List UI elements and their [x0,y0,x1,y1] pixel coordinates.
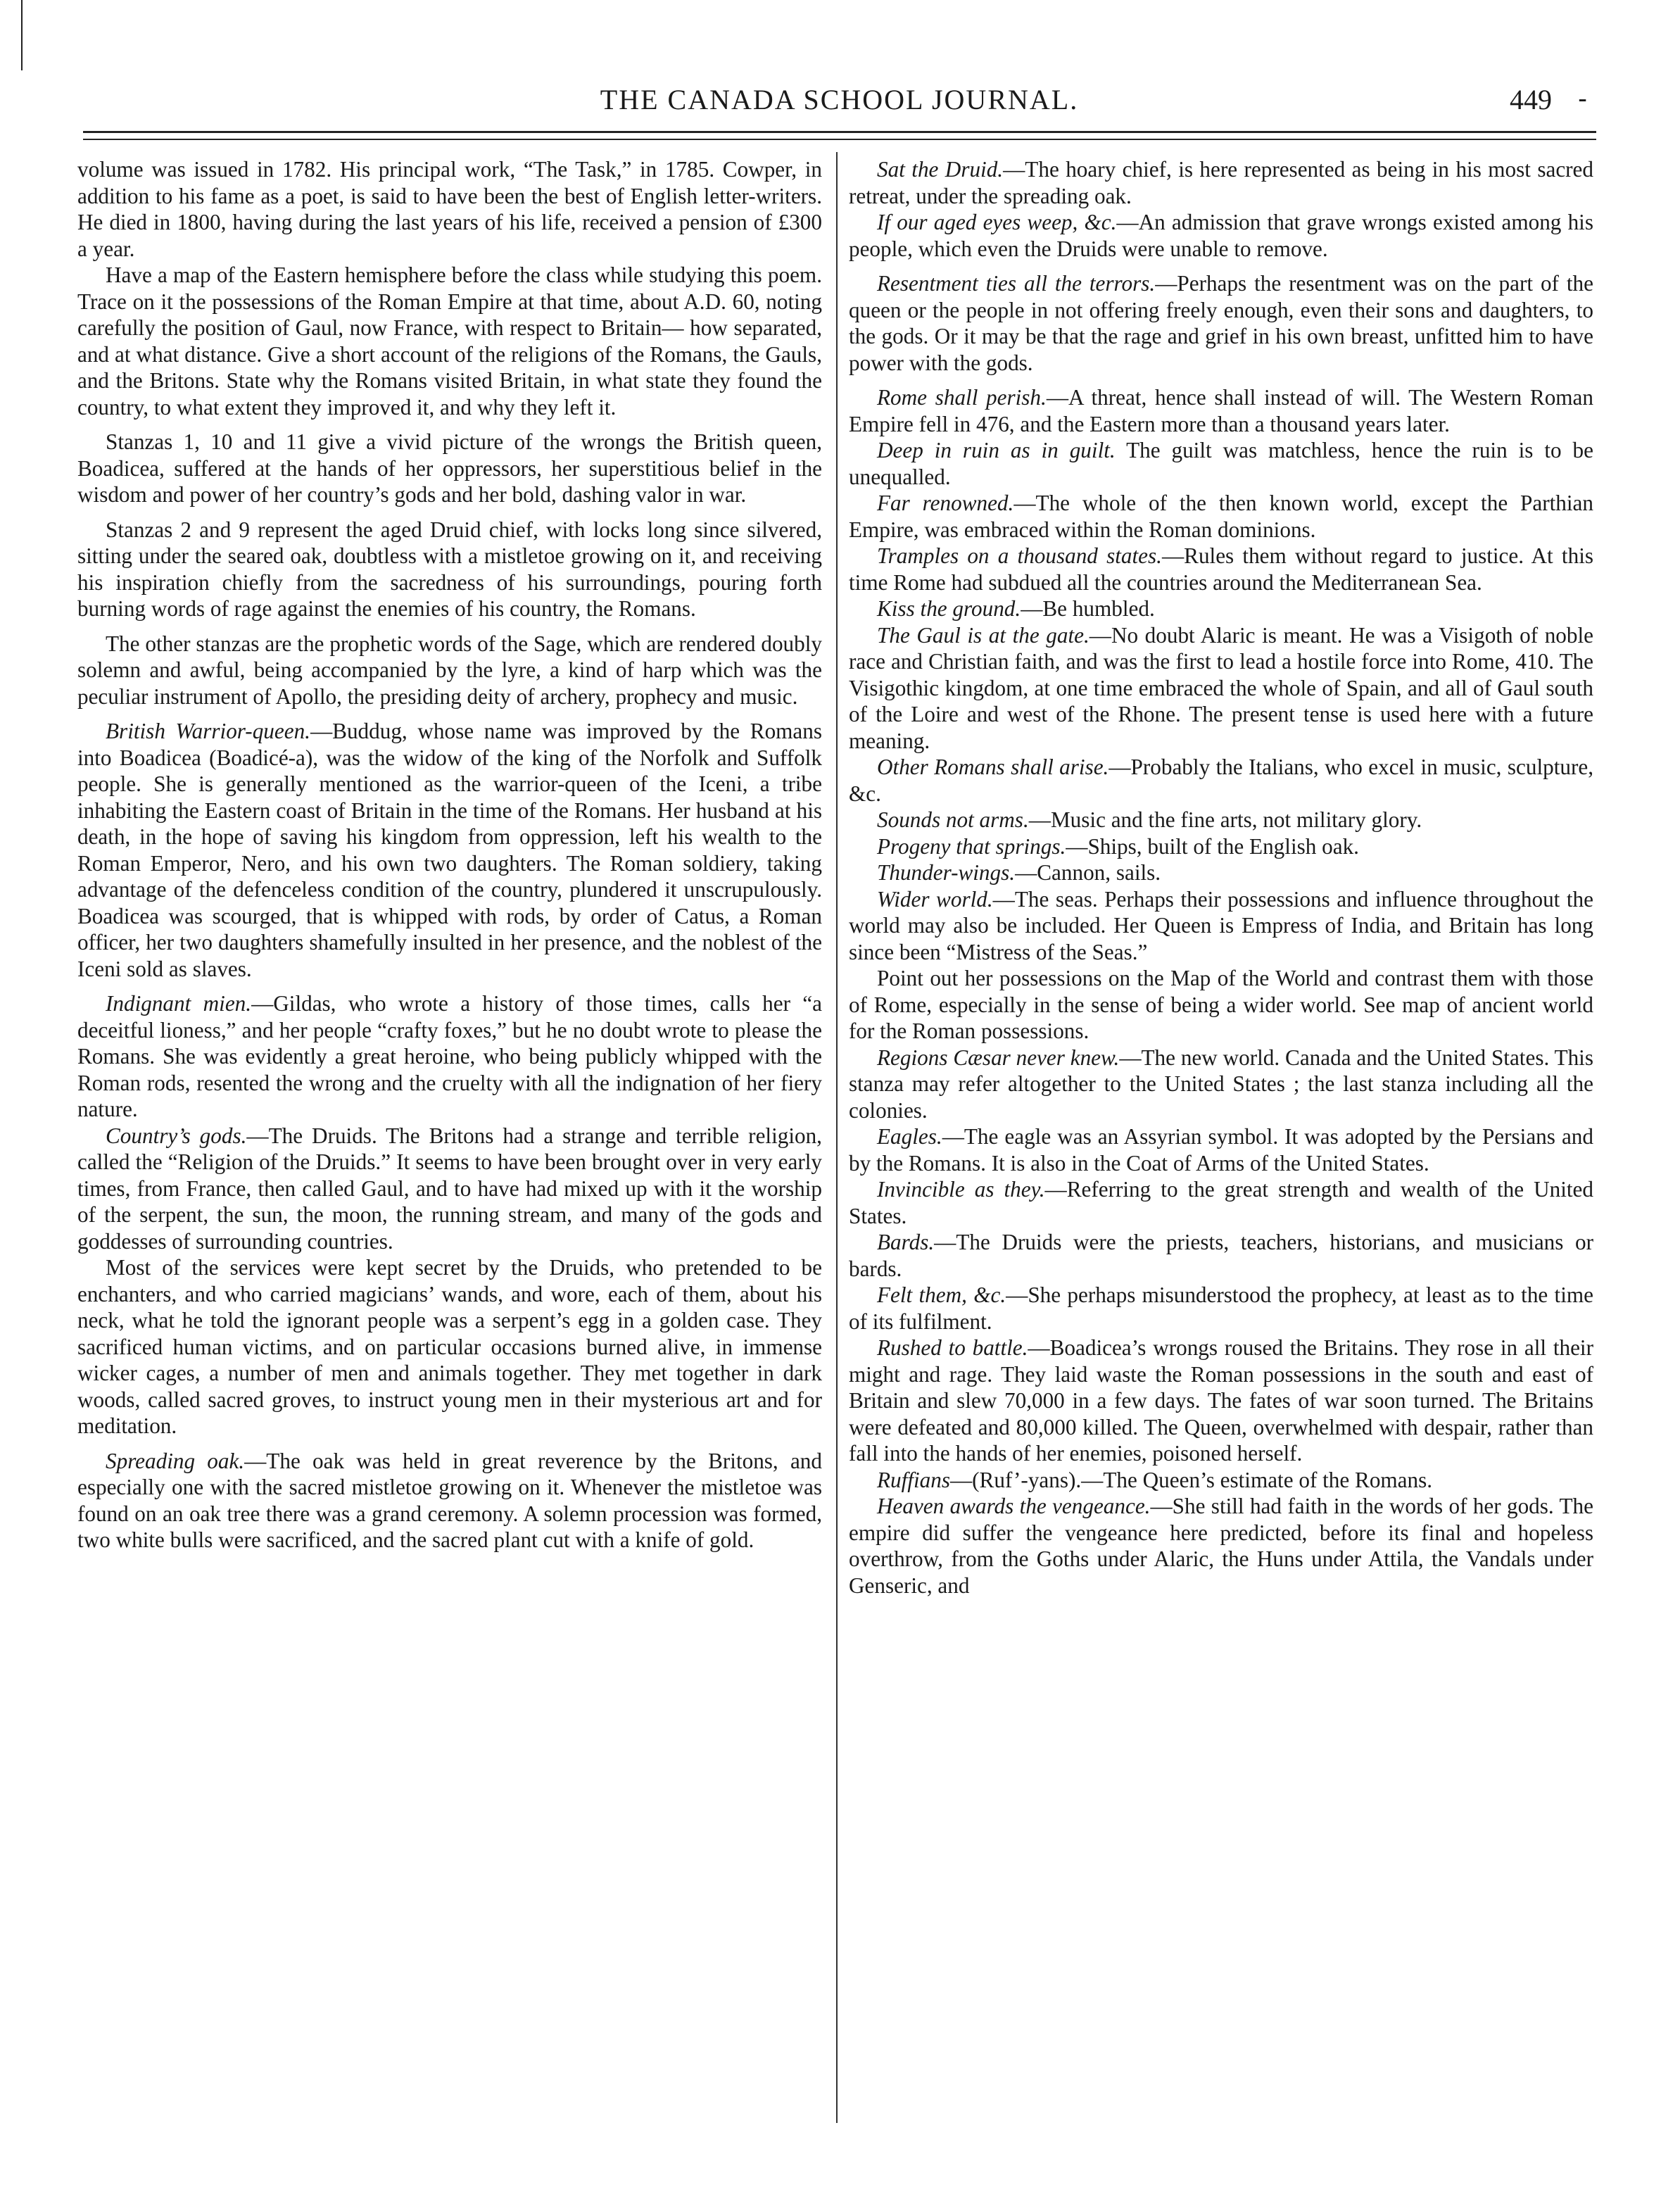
paragraph-term: Progeny that springs. [877,833,1066,859]
paragraph-text: —The hoary chief, is here represented as being in his most sacred retreat, under the spreading oak. [849,157,1593,208]
page-edge-rule [21,0,23,70]
paragraph-term: The Gaul is at the gate. [877,622,1090,648]
paragraph [849,1493,1593,1599]
paragraph [77,156,822,262]
paragraph-term: Invincible as they. [877,1177,1045,1202]
paragraph-text: —(Ruf’-yans).—The Queen’s estimate of the Romans. [949,1467,1433,1492]
paragraph-term: Spreading oak. [106,1448,245,1473]
paragraph-term: Kiss the ground. [877,596,1021,621]
paragraph [849,833,1593,860]
paragraph-text: —The oak was held in great reverence by the Britons, and especially one with the sacred mistletoe growing on it. Whenever the mistletoe was found on an oak tree there was a grand ceremony. A solemn procession was formed, two white bulls were sacrificed, and the sacred plant cut with a knife of gold. [77,1448,822,1552]
paragraph-term: British Warrior-queen. [106,719,310,743]
paragraph-term: Country’s gods. [106,1123,247,1148]
paragraph-text: —Buddug, whose name was improved by the Romans into Boadicea (Boadicé-a), was the widow of the king of the Norfolk and Suffolk people. She is generally mentioned as the warrior-queen of the Iceni, a tribe inhabiting the Eastern coast of Britain in the time of the Romans. Her husband at his death, in the hope of saving his kingdom from oppression, left his wealth to the Roman Emperor, Nero, and his own two daughters. The Roman soldiery, taking advantage of the defenceless condition of the country, plundered it unscrupulously. Boadicea was scourged, that is whipped with rods, by order of Catus, a Roman officer, her two daughters shamefully insulted in her presence, and the noblest of the Iceni sold as slaves. [77,719,822,981]
paragraph [77,1123,822,1255]
paragraph-text: —Perhaps the resentment was on the part of the queen or the people in not offering freely enough, even their sons and daughters, to the gods. Or it may be that the rage and grief in his own breast, unfitted him to have power with the gods. [849,271,1593,375]
paragraph-text: The other stanzas are the prophetic words of the Sage, which are rendered doubly solemn and awful, being accompanied by the lyre, a kind of harp which was the peculiar instrument of Apollo, the presiding deity of archery, prophecy and music. [77,631,822,709]
paragraph [77,718,822,982]
paragraph-text: —No doubt Alaric is meant. He was a Visigoth of noble race and Christian faith, and was the first to lead a hostile force into Rome, 410. The Visigothic kingdom, at one time embraced the whole of Spain, and all of Gaul south of the Loire and west of the Rhone. The present tense is used here with a future meaning. [849,622,1593,753]
page-number: 449 [1510,84,1552,115]
paragraph-text: The guilt was matchless, hence the ruin is to be unequalled. [849,438,1593,489]
paragraph-text: —She still had faith in the words of her gods. The empire did suffer the vengeance here predicted, before its final and hopeless overthrow, from the Goths under Alaric, the Huns under Attila, the Vandals under Genseric, and [849,1494,1593,1598]
paragraph [77,1254,822,1439]
paragraph-text: —The Druids. The Britons had a strange and terrible religion, called the “Religion of the Druids.” It seems to have been brought over in very early times, from France, then called Gaul, and to have had mixed up with it the worship of the serpent, the sun, the moon, the running stream, and many of the gods and goddesses of surrounding countries. [77,1123,822,1254]
paragraph [849,1229,1593,1282]
paragraph-text: —Gildas, who wrote a history of those times, calls her “a deceitful lioness,” and her people “crafty foxes,” but he no doubt wrote to please the Romans. She was evidently a great heroine, who being publicly whipped with the Roman rods, resented the wrong and the cruelty with all the indignation of her fiery nature. [77,991,822,1121]
paragraph-text: —Cannon, sails. [1015,860,1161,885]
paragraph [77,1448,822,1554]
paragraph [849,1335,1593,1467]
paragraph-term: Heaven awards the vengeance. [877,1494,1151,1518]
paragraph-text: —She perhaps misunderstood the prophecy, at least as to the time of its fulfilment. [849,1283,1593,1334]
paragraph-term: Indignant mien. [106,991,252,1016]
header-rule-thick [83,131,1596,133]
paragraph-term: Other Romans shall arise. [877,755,1109,779]
paragraph [849,156,1593,209]
paragraph-term: Deep in ruin as in guilt. [877,438,1116,462]
paragraph-text: —Referring to the great strength and wealth of the United States. [849,1177,1593,1228]
paragraph [849,1176,1593,1229]
journal-title: THE CANADA SCHOOL JOURNAL. [600,84,1079,115]
paragraph [849,209,1593,262]
paragraph-term: Sounds not arms. [877,807,1029,832]
paragraph [849,384,1593,437]
paragraph [849,754,1593,807]
paragraph [849,270,1593,376]
paragraph-term: Resentment ties all the terrors. [877,271,1156,296]
page-mark: - [1578,83,1587,114]
paragraph-text: Stanzas 2 and 9 represent the aged Druid chief, with locks long since silvered, sitting under the seared oak, doubtless with a mistletoe growing on it, and receiving his inspiration chiefly from the sacredness of his surroundings, pouring forth burning words of rage against the enemies of his country, the Romans. [77,517,822,621]
paragraph-text: —Be humbled. [1021,596,1155,621]
paragraph-text: Have a map of the Eastern hemisphere before the class while studying this poem. Trace on it the possessions of the Roman Empire at that time, about A.D. 60, noting carefully the position of Gaul, now France, with respect to Britain— how separated, and at what distance. Give a short account of the religions of the Romans, the Gauls, and the Britons. State why the Romans visited Britain, in what state they found the country, to what extent they improved it, and why they left it. [77,263,822,420]
paragraph-term: Eagles. [877,1124,942,1149]
column-divider [836,152,838,2123]
paragraph-term: Sat the Druid. [877,157,1004,182]
paragraph-text: —Probably the Italians, who excel in music, sculpture, &c. [849,755,1593,806]
paragraph-term: Felt them, &c. [877,1283,1006,1307]
paragraph [849,859,1593,886]
paragraph-term: Regions Cæsar never knew. [877,1045,1120,1070]
paragraph [77,517,822,622]
paragraph-term: Tramples on a thousand states. [877,543,1162,568]
paragraph [849,1045,1593,1124]
paragraph-text: Point out her possessions on the Map of the World and contrast them with those of Rome, especially in the sense of being a wider world. See map of ancient world for the Roman possessions. [849,966,1593,1043]
paragraph-text: —The whole of the then known world, except the Parthian Empire, was embraced within the Roman dominions. [849,491,1593,542]
paragraph [77,631,822,710]
paragraph-text: Most of the services were kept secret by the Druids, who pretended to be enchanters, and who carried magicians’ wands, and wore, each of them, about his neck, what he told the ignorant people was a serpent’s egg in a golden case. They sacrificed human victims, and on particular occasions burned alive, in immense wicker cages, a number of men and animals together. They met together in dark woods, called sacred groves, to instruct young men in their mysterious art and for meditation. [77,1255,822,1438]
paragraph [849,965,1593,1045]
paragraph-text: —Rules them without regard to justice. At this time Rome had subdued all the countries around the Mediterranean Sea. [849,543,1593,595]
paragraph-text: —An admission that grave wrongs existed among his people, which even the Druids were unable to remove. [849,210,1593,261]
paragraph [77,990,822,1123]
paragraph-text: —A threat, hence shall instead of will. The Western Roman Empire fell in 476, and the Eastern more than a thousand years later. [849,385,1593,436]
page-header [84,83,1594,128]
paragraph [77,429,822,508]
paragraph-term: If our aged eyes weep, &c. [877,210,1117,234]
paragraph-text: —Ships, built of the English oak. [1066,833,1359,859]
paragraph [849,1282,1593,1335]
paragraph [849,490,1593,543]
paragraph-term: Far renowned. [877,491,1014,515]
paragraph-text: —The new world. Canada and the United States. This stanza may refer altogether to the United States ; the last stanza including all the colonies. [849,1045,1593,1123]
paragraph-text: —Boadicea’s wrongs roused the Britains. They rose in all their might and rage. They laid waste the Roman possessions in the south and east of Britain and slew 70,000 in a few days. The fates of war soon turned. The Britains were defeated and 80,000 killed. The Queen, overwhelmed with despair, rather than fall into the hands of her enemies, poisoned herself. [849,1335,1593,1466]
paragraph [849,543,1593,596]
paragraph [77,262,822,420]
paragraph-text: volume was issued in 1782. His principal work, “The Task,” in 1785. Cowper, in addition to his fame as a poet, is said to have been the best of English letter-writers. He died in 1800, having during the last years of his life, received a pension of £300 a year. [77,157,822,261]
paragraph-term: Rushed to battle. [877,1335,1028,1360]
right-column [849,156,1593,1599]
paragraph [849,807,1593,833]
paragraph-text: —Music and the fine arts, not military glory. [1028,807,1422,832]
paragraph [849,437,1593,490]
paragraph [849,596,1593,622]
paragraph [849,886,1593,966]
paragraph-term: Thunder-wings. [877,860,1016,885]
paragraph-term: Ruffians [877,1467,950,1492]
paragraph [849,1123,1593,1176]
paragraph-term: Bards. [877,1230,935,1254]
paragraph-text: —The eagle was an Assyrian symbol. It was adopted by the Persians and by the Romans. It is also in the Coat of Arms of the United States. [849,1124,1593,1176]
paragraph-term: Rome shall perish. [877,385,1047,410]
header-rule-thin [83,139,1596,140]
paragraph-text: —The seas. Perhaps their possessions and influence throughout the world may also be included. Her Queen is Empress of India, and Britain has long since been “Mistress of the Seas.” [849,886,1593,964]
paragraph [849,1467,1593,1494]
paragraph-term: Wider world. [877,886,993,912]
paragraph-text: —The Druids were the priests, teachers, historians, and musicians or bards. [849,1230,1593,1281]
paragraph [849,622,1593,755]
left-column [77,156,822,1554]
paragraph-text: Stanzas 1, 10 and 11 give a vivid picture of the wrongs the British queen, Boadicea, suffered at the hands of her oppressors, her superstitious belief in the wisdom and power of her country’s gods and her bold, dashing valor in war. [77,429,822,507]
